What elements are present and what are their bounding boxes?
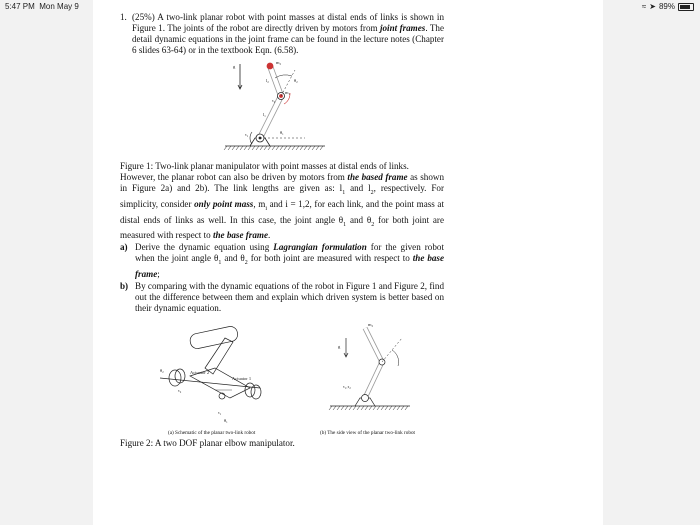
figure-1-diagram <box>120 58 444 158</box>
figure-2-caption: Figure 2: A two DOF planar elbow manipulator. <box>120 438 295 449</box>
fig2b-label-t1t2: τ₁,τ₂ <box>343 384 351 390</box>
intro-paragraph: (25%) A two-link planar robot with point masses at distal ends of links is shown in Figure 1. The joints of the robot are directly driven by motors from joint frames. The detail dynamic equations in the joint frame can be found in the lecture notes (Chapter 6 slides 63-64) or in the textbook Eqn. (6.58). <box>132 12 444 55</box>
question-list <box>120 242 444 314</box>
status-right <box>642 2 694 11</box>
problem-content <box>120 12 444 449</box>
fig1-label-m1: m₁ <box>285 90 291 95</box>
figure-2b-caption: (b) The side view of the planar two-link robot <box>320 430 415 437</box>
fig2b-label-g: g <box>338 344 341 350</box>
problem-intro <box>120 12 444 56</box>
fig1-label-t1: τ₁ <box>245 132 249 137</box>
question-b: b) By comparing with the dynamic equations of the robot in Figure 1 and Figure 2, find out the difference between them and explain which driven system is better based on their dynamic equation. <box>120 281 444 314</box>
fig2-label-th1: θ₁ <box>224 418 228 424</box>
fig2b-label-m2: m₂ <box>368 322 374 328</box>
figure-1-caption: Figure 1: Two-link planar manipulator with point masses at distal ends of links. <box>120 161 409 171</box>
question-a: a) Derive the dynamic equation using Lagrangian formulation for the given robot when the joint angle $\theta_1$ and $\theta_2$ for both joint are measured with respect to the base frame; <box>120 242 444 280</box>
wifi-icon: ≈ <box>641 2 647 11</box>
location-icon: ➤ <box>649 2 656 11</box>
status-time: 5:47 PM Mon May 9 <box>5 2 79 11</box>
fig2-label-actuator2: Actuator 2 <box>190 370 210 376</box>
fig1-label-t2: τ₂ <box>272 98 276 103</box>
battery-percent: 89% <box>658 2 675 11</box>
fig1-label-th1: θ₁ <box>280 130 284 135</box>
battery-icon <box>678 3 694 11</box>
fig2-label-t2: τ₂ <box>178 388 182 394</box>
fig2-label-t1: τ₁ <box>218 410 222 416</box>
fig2-label-th2: θ₂ <box>160 368 164 374</box>
fig1-label-l2: l₂ <box>266 78 269 83</box>
fig1-label-l1: l₁ <box>263 112 266 117</box>
figure-2-diagrams <box>120 318 444 438</box>
fig1-label-m2: m₂ <box>276 60 282 65</box>
paragraph-based-frame: However, the planar robot can also be driven by motors from the based frame as shown in Figure 2a) and 2b). The link lengths are given as: $l_1$ and $l_2$, respectively. For simplicity, consider only point mass, $m_i$ and i = 1,2, for each link, and the point mass at distal ends of links as well. In this case, the joint angle $\theta_1$ and $\theta_2$ for both joint are measured with respect to the base frame. <box>120 172 445 241</box>
figure-2 <box>120 318 444 438</box>
fig2-label-actuator1: Actuator 1 <box>232 376 252 382</box>
fig1-label-th2: θ₂ <box>294 78 298 83</box>
problem-number: 1. <box>120 12 127 22</box>
figure-2a-caption: (a) Schematic of the planar two-link robot <box>168 430 256 437</box>
fig1-label-g: g <box>233 64 236 69</box>
